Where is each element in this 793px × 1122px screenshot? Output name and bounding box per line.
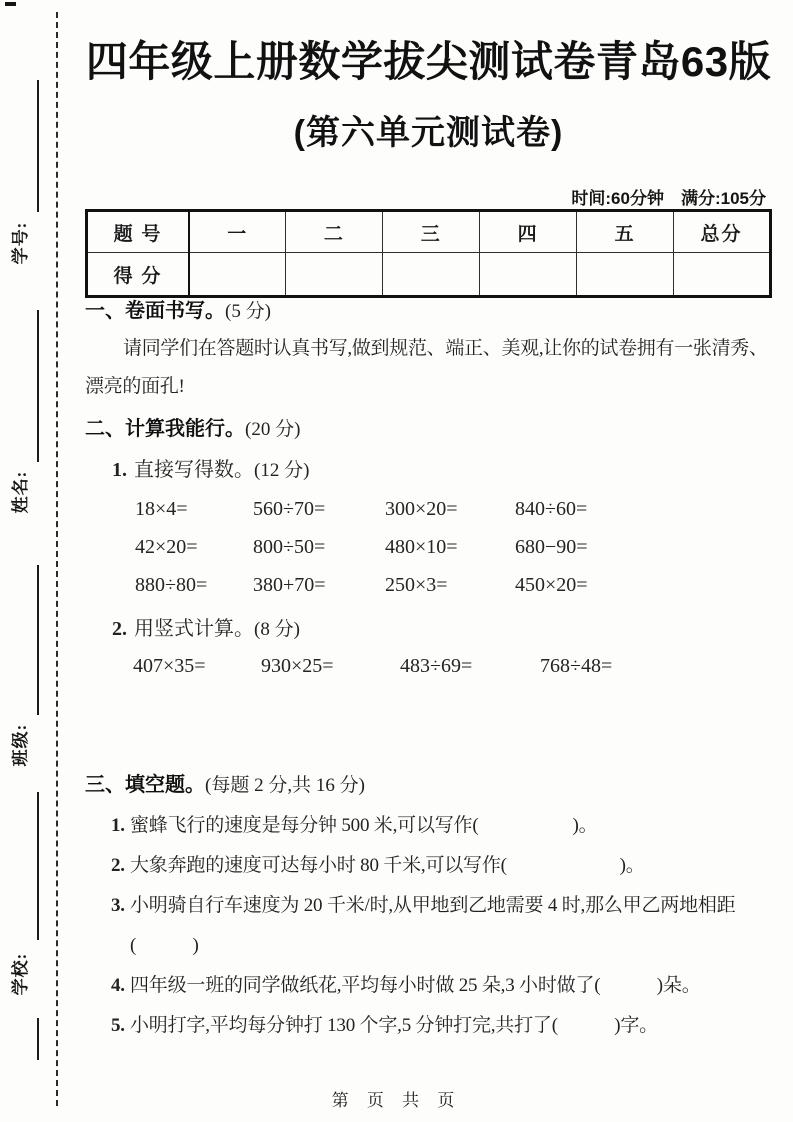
question-1-number: 1. bbox=[111, 815, 125, 836]
student-name-blank-line bbox=[37, 310, 39, 462]
math-problem: 250×3= bbox=[385, 574, 448, 596]
student-id-blank-line bbox=[37, 80, 39, 212]
page-subtitle: (第六单元测试卷) bbox=[293, 114, 564, 152]
math-problem: 300×20= bbox=[385, 498, 458, 520]
subsection-2-2-title: 用竖式计算。 bbox=[134, 618, 254, 640]
question-2-number: 2. bbox=[111, 855, 125, 876]
section-2-title: 二、计算我能行。 bbox=[85, 418, 245, 440]
school-blank-line bbox=[37, 792, 39, 940]
class-blank-line bbox=[37, 565, 39, 715]
question-3 bbox=[85, 886, 772, 966]
section-3-heading bbox=[85, 768, 772, 797]
score-cell-empty bbox=[383, 253, 480, 297]
question-5 bbox=[85, 1006, 772, 1046]
score-table-header-cell: 四 bbox=[480, 211, 577, 253]
section-1-instruction-text: 请同学们在答题时认真书写,做到规范、端正、美观,让你的试卷拥有一张清秀、漂亮的面孔! bbox=[85, 338, 768, 397]
section-3-points: (每题 2 分,共 16 分) bbox=[205, 775, 365, 796]
question-3-text: 小明骑自行车速度为 20 千米/时,从甲地到乙地需要 4 时,那么甲乙两地相距( ) bbox=[130, 895, 736, 956]
score-table bbox=[85, 209, 772, 298]
score-table-score-row bbox=[87, 253, 771, 297]
math-problem: 680−90= bbox=[515, 536, 588, 558]
question-1-text: 蜜蜂飞行的速度是每分钟 500 米,可以写作( )。 bbox=[130, 815, 598, 836]
section-1-heading bbox=[85, 294, 772, 323]
score-cell-empty bbox=[674, 253, 771, 297]
math-problem: 450×20= bbox=[515, 574, 588, 596]
question-3-number: 3. bbox=[111, 895, 125, 916]
student-name-label: 姓名: bbox=[11, 470, 30, 514]
score-table-header-row bbox=[87, 211, 771, 253]
section-1-points: (5 分) bbox=[225, 301, 271, 322]
question-2-text: 大象奔跑的速度可达每小时 80 千米,可以写作( )。 bbox=[130, 855, 645, 876]
math-problem: 380+70= bbox=[253, 574, 326, 596]
class-label: 班级: bbox=[11, 723, 30, 767]
question-1 bbox=[85, 806, 772, 846]
column-calculation-problem-grid bbox=[85, 646, 793, 686]
page-title: 四年级上册数学拔尖测试卷青岛63版 bbox=[85, 38, 772, 85]
math-problem: 880÷80= bbox=[135, 574, 208, 596]
score-table-header-cell: 三 bbox=[383, 211, 480, 253]
question-5-number: 5. bbox=[111, 1015, 125, 1036]
question-4 bbox=[85, 966, 772, 1006]
score-table-header-cell: 一 bbox=[189, 211, 286, 253]
math-problem: 840÷60= bbox=[515, 498, 588, 520]
subsection-2-2-heading bbox=[85, 612, 793, 641]
corner-trim-mark bbox=[5, 2, 16, 6]
student-id-label: 学号: bbox=[11, 221, 30, 265]
math-problem: 18×4= bbox=[135, 498, 188, 520]
math-problem: 930×25= bbox=[261, 655, 334, 677]
section-3-title: 三、填空题。 bbox=[85, 774, 205, 796]
binding-dashed-line bbox=[56, 12, 58, 1106]
math-problem: 407×35= bbox=[133, 655, 206, 677]
math-problem: 480×10= bbox=[385, 536, 458, 558]
math-problem: 800÷50= bbox=[253, 536, 326, 558]
math-problem: 560÷70= bbox=[253, 498, 326, 520]
section-1-title: 一、卷面书写。 bbox=[85, 300, 225, 322]
math-problem: 768÷48= bbox=[540, 655, 613, 677]
score-table-header-cell: 二 bbox=[286, 211, 383, 253]
margin-blank-line bbox=[37, 1018, 39, 1060]
oral-calculation-problem-grid bbox=[85, 490, 793, 604]
fill-in-blank-question-list bbox=[85, 806, 772, 1046]
score-row-label-cell: 得 分 bbox=[87, 253, 190, 297]
question-4-text: 四年级一班的同学做纸花,平均每小时做 25 朵,3 小时做了( )朵。 bbox=[130, 975, 701, 996]
section-2-points: (20 分) bbox=[245, 419, 301, 440]
subsection-2-1-title: 直接写得数。 bbox=[134, 459, 254, 481]
question-2 bbox=[85, 846, 772, 886]
subsection-2-1-number: 1. bbox=[112, 459, 127, 481]
score-cell-empty bbox=[189, 253, 286, 297]
time-and-score-info: 时间:60分钟 满分:105分 bbox=[571, 189, 766, 208]
section-2-heading bbox=[85, 412, 772, 441]
question-4-number: 4. bbox=[111, 975, 125, 996]
score-cell-empty bbox=[480, 253, 577, 297]
math-problem: 42×20= bbox=[135, 536, 198, 558]
subsection-2-2-points: (8 分) bbox=[254, 619, 300, 640]
subsection-2-1-heading bbox=[85, 453, 793, 482]
score-table-header-cell: 五 bbox=[577, 211, 674, 253]
school-label: 学校: bbox=[11, 952, 30, 996]
subsection-2-1-points: (12 分) bbox=[254, 460, 310, 481]
score-cell-empty bbox=[286, 253, 383, 297]
score-cell-empty bbox=[577, 253, 674, 297]
question-5-text: 小明打字,平均每分钟打 130 个字,5 分钟打完,共打了( )字。 bbox=[130, 1015, 658, 1036]
score-table-header-cell: 题 号 bbox=[87, 211, 190, 253]
math-problem: 483÷69= bbox=[400, 655, 473, 677]
subsection-2-2-number: 2. bbox=[112, 618, 127, 640]
score-table-header-cell: 总分 bbox=[674, 211, 771, 253]
page-number-footer: 第 页 共 页 bbox=[331, 1091, 462, 1110]
